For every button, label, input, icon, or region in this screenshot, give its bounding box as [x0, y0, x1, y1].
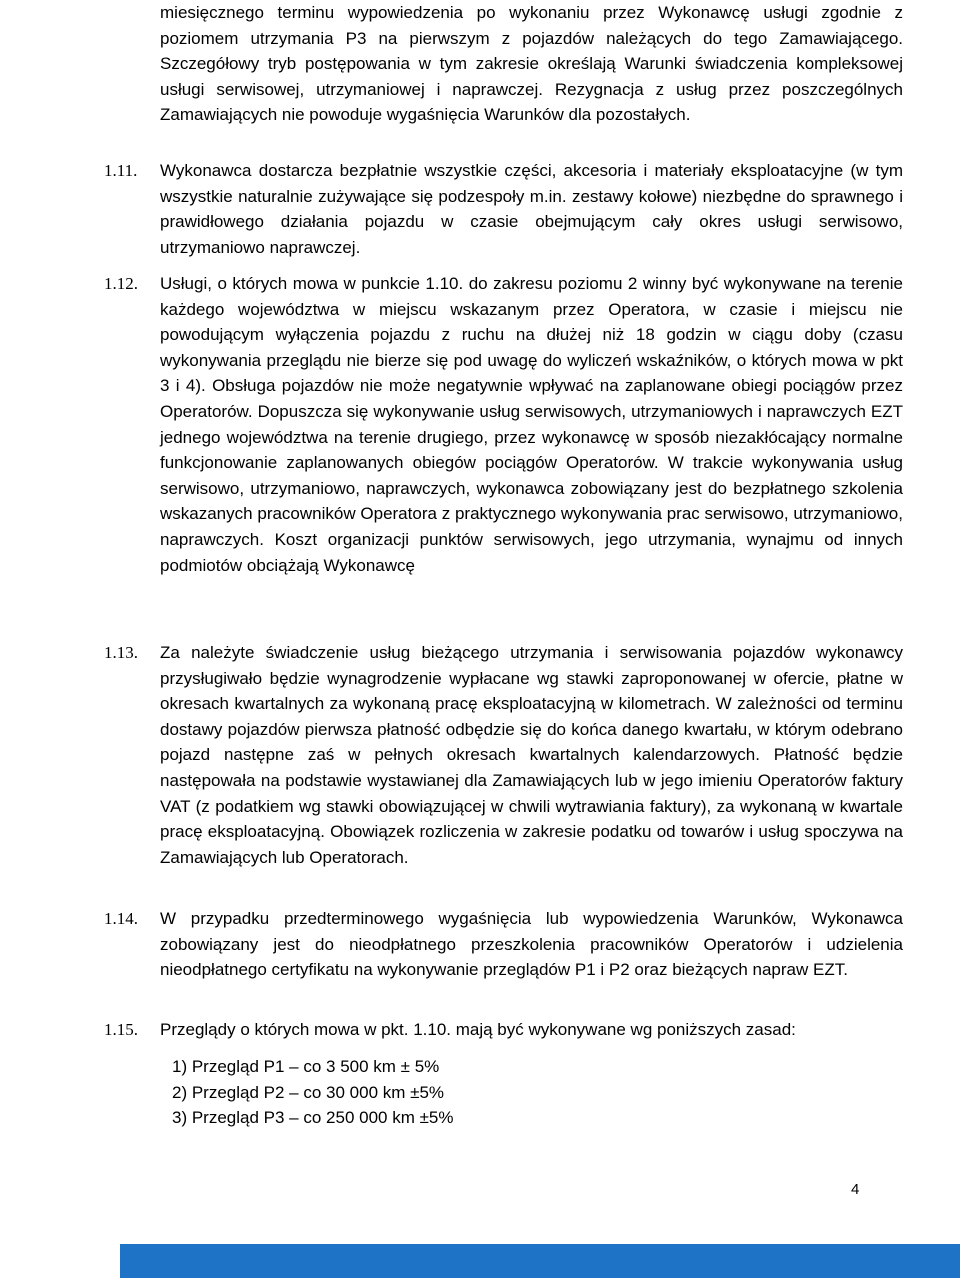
list-item: 3) Przegląd P3 – co 250 000 km ±5% — [172, 1108, 454, 1128]
intro-paragraph: miesięcznego terminu wypowiedzenia po wykonaniu przez Wykonawcę usługi zgodnie z poziomem utrzymania P3 na pierwszym z pojazdów należących do tego Zamawiającego. Szczegółowy tryb postępowania w tym zakresie określają Warunki świadczenia kompleksowej usługi serwisowej, utrzymaniowej i naprawczej. Rezygnacja z usług przez poszczególnych Zamawiających nie powoduje wygaśnięcia Warunków dla pozostałych. — [160, 3, 903, 125]
clause-number: 1.13. — [104, 643, 138, 662]
footer-bar — [120, 1244, 960, 1278]
clause-number: 1.12. — [104, 274, 138, 293]
clause-text: Wykonawca dostarcza bezpłatnie wszystkie części, akcesoria i materiały eksploatacyjne (w tym wszystkie naturalnie zużywające się podzespoły m.in. zestawy kołowe) niezbędne do sprawnego i prawidłowego działania pojazdu w czasie obejmującym cały okres usługi serwisowo, utrzymaniowo naprawczej. — [160, 161, 903, 257]
clause-number: 1.15. — [104, 1020, 138, 1039]
clause-text: Usługi, o których mowa w punkcie 1.10. do zakresu poziomu 2 winny być wykonywane na terenie każdego województwa w miejscu wskazanym przez Operatora, w czasie i miejscu nie powodującym wyłączenia pojazdu z ruchu na dłużej niż 18 godzin w ciągu doby (czasu wykonywania przeglądu nie bierze się pod uwagę do wyliczeń wskaźników, o których mowa w pkt 3 i 4). Obsługa pojazdów nie może negatywnie wpływać na zaplanowane obiegi pociągów przez Operatorów. Dopuszcza się wykonywanie usług serwisowych, utrzymaniowych i naprawczych EZT jednego województwa na terenie drugiego, przez wykonawcę w sposób niezakłócający normalne funkcjonowanie zaplanowanych obiegów pociągów Operatorów. W trakcie wykonywania usług serwisowo, utrzymaniowo, naprawczych, wykonawca zobowiązany jest do bezpłatnego szkolenia wskazanych pracowników Operatora z praktycznego wykonywania prac serwisowo, utrzymaniowo, naprawczych. Koszt organizacji punktów serwisowych, jego utrzymania, wynajmu od innych podmiotów obciążają Wykonawcę — [160, 274, 903, 575]
clause-text: W przypadku przedterminowego wygaśnięcia lub wypowiedzenia Warunków, Wykonawca zobowiązany jest do nieodpłatnego przeszkolenia pracowników Operatorów i udzielenia nieodpłatnego certyfikatu na wykonywanie przeglądów P1 i P2 oraz bieżących napraw EZT. — [160, 909, 903, 980]
list-item: 1) Przegląd P1 – co 3 500 km ± 5% — [172, 1057, 440, 1076]
inspection-list — [172, 1054, 454, 1131]
clause-text: Za należyte świadczenie usług bieżącego utrzymania i serwisowania pojazdów wykonawcy przysługiwało będzie wynagrodzenie wypłacane wg stawki zaproponowanej w ofercie, płatne w okresach kwartalnych za wykonaną pracę eksploatacyjną w kilometrach. W zależności od terminu dostawy pojazdów pierwsza płatność odbędzie się do końca danego kwartału, w którym odebrano pojazd następne zaś w pełnych okresach kwartalnych kalendarzowych. Płatność będzie następowała na podstawie wystawianej dla Zamawiających lub w jego imieniu Operatorów faktury VAT (z podatkiem wg stawki obowiązującej w chwili wytrawiania faktury), za wykonaną w kwartale pracę eksploatacyjną. Obowiązek rozliczenia w zakresie podatku od towarów i usług spoczywa na Zamawiających lub Operatorach. — [160, 643, 903, 867]
clause-number: 1.11. — [104, 161, 138, 180]
clause-text: Przeglądy o których mowa w pkt. 1.10. mają być wykonywane wg poniższych zasad: — [160, 1020, 796, 1039]
page-number: 4 — [851, 1181, 860, 1198]
list-item: 2) Przegląd P2 – co 30 000 km ±5% — [172, 1082, 445, 1102]
clause-number: 1.14. — [104, 909, 138, 928]
